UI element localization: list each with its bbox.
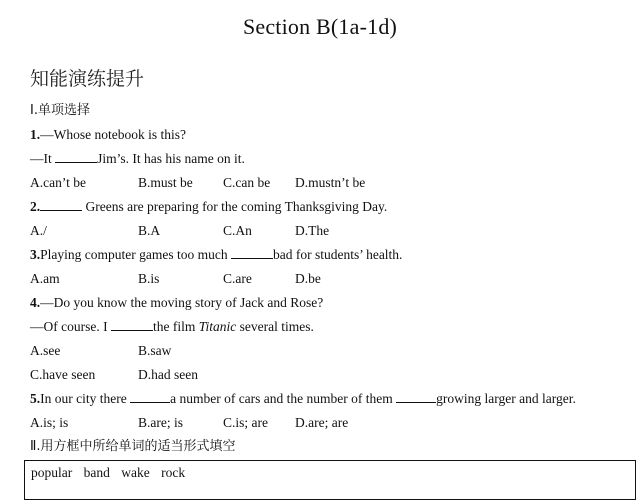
option-c[interactable]: C.An [223,223,252,238]
question-1-number: 1. [30,127,41,142]
word-box [24,460,636,500]
question-5 [30,390,576,408]
question-1-reply-pre: —It [30,151,56,166]
question-3-text-pre: Playing computer games too much [40,247,231,262]
question-2 [30,198,387,216]
question-4-text: —Do you know the moving story of Jack and Rose? [40,295,324,310]
question-5-text-pre: In our city there [40,391,131,406]
option-d[interactable]: D.mustn’t be [295,175,366,190]
option-d[interactable]: D.be [295,271,321,286]
question-3 [30,246,402,264]
option-b[interactable]: B.are; is [138,415,183,430]
answer-blank[interactable] [40,198,82,211]
option-d[interactable]: D.are; are [295,415,349,430]
option-d[interactable]: D.had seen [138,367,198,382]
film-title: Titanic [198,319,237,334]
option-c[interactable]: C.can be [223,175,271,190]
question-5-number: 5. [30,391,41,406]
question-1-text: —Whose notebook is this? [40,127,186,142]
word-box-words: popular band wake rock [31,465,186,480]
question-3-number: 3. [30,247,41,262]
option-d[interactable]: D.The [295,223,330,238]
question-3-text-post: bad for students’ health. [272,247,403,262]
question-4-reply-mid: the film [152,319,199,334]
option-c[interactable]: C.is; are [223,415,268,430]
option-b[interactable]: B.must be [138,175,193,190]
option-a[interactable]: A.see [30,343,61,358]
question-4-reply [30,318,314,336]
option-a[interactable]: A.is; is [30,415,69,430]
option-a[interactable]: A./ [30,223,47,238]
option-c[interactable]: C.are [223,271,252,286]
question-5-text-post: growing larger and larger. [436,391,576,406]
answer-blank[interactable] [111,318,153,331]
question-4-number: 4. [30,295,41,310]
option-a[interactable]: A.am [30,271,60,286]
question-5-text-mid: a number of cars and the number of them [170,391,397,406]
option-b[interactable]: B.A [138,223,161,238]
question-1-reply-post: Jim’s. It has his name on it. [97,151,245,166]
section-1-label: Ⅰ.单项选择 [30,103,90,118]
question-4 [30,294,323,312]
section-2-label: Ⅱ.用方框中所给单词的适当形式填空 [30,439,236,454]
answer-blank[interactable] [396,390,436,403]
option-a[interactable]: A.can’t be [30,175,86,190]
question-1-reply [30,150,245,168]
option-b[interactable]: B.saw [138,343,172,358]
answer-blank[interactable] [231,246,273,259]
question-2-text: Greens are preparing for the coming Thanksgiving Day. [82,199,388,214]
question-1 [30,126,186,144]
question-4-reply-post: several times. [236,319,314,334]
answer-blank[interactable] [130,390,170,403]
question-4-reply-pre: —Of course. I [30,319,111,334]
answer-blank[interactable] [55,150,97,163]
option-c[interactable]: C.have seen [30,367,96,382]
question-2-number: 2. [30,199,41,214]
section-heading: 知能演练提升 [30,68,145,90]
option-b[interactable]: B.is [138,271,160,286]
page-title: Section B(1a-1d) [242,14,398,39]
